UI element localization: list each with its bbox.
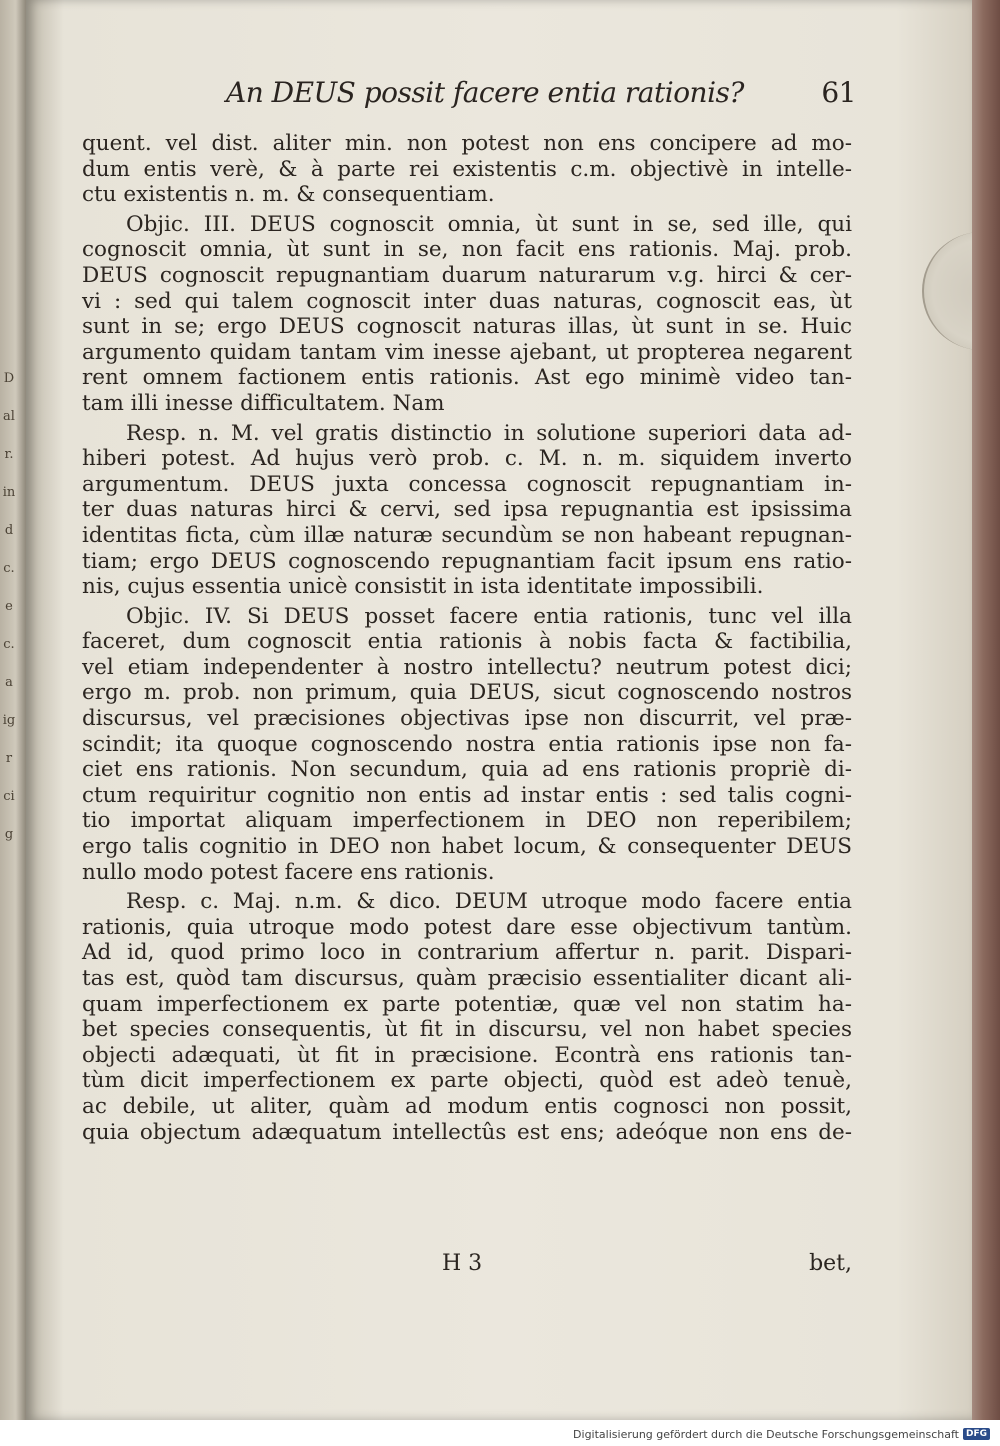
text-line: quia objectum adæquatum intellectûs est ens; adeóque non ens de- bbox=[82, 1119, 852, 1145]
facing-fragment: ig bbox=[2, 713, 16, 728]
facing-fragment: al bbox=[3, 409, 15, 424]
book-page bbox=[26, 0, 972, 1420]
text-line: discursus, vel præcisiones objectivas ipse non discurrit, vel præ- bbox=[82, 706, 852, 732]
facing-fragment: D bbox=[3, 371, 15, 386]
facing-page-edge bbox=[0, 0, 26, 1420]
running-header bbox=[226, 76, 856, 116]
running-title: An DEUS possit facere entia rationis? bbox=[226, 76, 744, 109]
text-line: rent omnem factionem entis rationis. Ast ego minimè video tan- bbox=[82, 365, 852, 391]
text-line: tas est, quòd tam discursus, quàm præcisio essentialiter dicant ali- bbox=[82, 966, 852, 991]
facing-fragment: c. bbox=[3, 561, 15, 576]
text-line: rationis, quia utroque modo potest dare esse objectivum tantùm. bbox=[82, 914, 852, 940]
text-line: ctu existentis n. m. & consequentiam. bbox=[82, 182, 495, 208]
text-line: argumento quidam tantam vim inesse ajebant, ut propterea negarent bbox=[82, 339, 852, 365]
text-line: Resp. n. M. vel gratis distinctio in solutione superiori data ad- bbox=[126, 420, 852, 446]
page-footer bbox=[82, 1251, 852, 1277]
text-line: ciet ens rationis. Non secundum, quia ad ens rationis propriè di- bbox=[82, 757, 852, 783]
text-line: ergo m. prob. non primum, quia DEUS, sicut cognoscendo nostros bbox=[82, 680, 852, 706]
text-line: bet species consequentis, ùt fit in discursu, vel non habet species bbox=[82, 1017, 852, 1043]
facing-fragment: g bbox=[4, 827, 14, 842]
facing-fragment: in bbox=[2, 485, 16, 500]
text-line: Objic. IV. Si DEUS posset facere entia rationis, tunc vel illa bbox=[126, 603, 852, 629]
catchword: bet, bbox=[809, 1251, 852, 1276]
text-line: quent. vel dist. aliter min. non potest non ens concipere ad mo- bbox=[82, 131, 852, 156]
facing-fragment: a bbox=[5, 675, 13, 690]
text-line: tiam; ergo DEUS cognoscendo repugnantiam facit ipsum ens ratio- bbox=[82, 548, 852, 574]
digitization-credit bbox=[573, 1426, 990, 1442]
text-line: scindit; ita quoque cognoscendo nostra entia rationis ipse non fa- bbox=[82, 731, 852, 757]
text-line: tio importat aliquam imperfectionem in DEO non reperibilem; bbox=[82, 808, 852, 834]
text-line: hiberi potest. Ad hujus verò prob. c. M. n. m. siquidem inverto bbox=[82, 446, 852, 472]
facing-fragment: r bbox=[5, 751, 13, 766]
dfg-logo: DFG bbox=[963, 1428, 990, 1440]
text-line: tam illi inesse difficultatem. Nam bbox=[82, 390, 445, 416]
text-line: nis, cujus essentia unicè consistit in ista identitate impossibili. bbox=[82, 574, 764, 600]
facing-fragment: d bbox=[4, 523, 14, 538]
text-line: vi : sed qui talem cognoscit inter duas naturas, cognoscit eas, ùt bbox=[82, 288, 852, 314]
facing-fragment: c. bbox=[3, 637, 15, 652]
text-line: Objic. III. DEUS cognoscit omnia, ùt sunt in se, sed ille, qui bbox=[126, 211, 852, 237]
text-line: DEUS cognoscit repugnantiam duarum naturarum v.g. hirci & cer- bbox=[82, 262, 852, 288]
facing-fragment: r. bbox=[4, 447, 14, 462]
facing-fragment: ci bbox=[3, 789, 15, 804]
text-line: identitas ficta, cùm illæ naturæ secundùm se non habeant repugnan- bbox=[82, 522, 852, 548]
text-line: cognoscit omnia, ùt sunt in se, non facit ens rationis. Maj. prob. bbox=[82, 237, 852, 263]
text-line: Ad id, quod primo loco in contrarium affertur n. parit. Dispari- bbox=[82, 940, 852, 966]
text-line: objecti adæquati, ùt fit in præcisione. Econtrà ens rationis tan- bbox=[82, 1042, 852, 1068]
text-line: dum entis verè, & à parte rei existentis c.m. objectivè in intelle- bbox=[82, 156, 852, 182]
facing-page-fragments bbox=[0, 360, 18, 854]
signature-mark: H 3 bbox=[442, 1251, 483, 1276]
text-line: ctum requiritur cognitio non entis ad instar entis : sed talis cogni- bbox=[82, 782, 852, 808]
text-line: sunt in se; ergo DEUS cognoscit naturas illas, ùt sunt in se. Huic bbox=[82, 314, 852, 340]
page-number: 61 bbox=[821, 76, 856, 109]
text-line: argumentum. DEUS juxta concessa cognoscit repugnantiam in- bbox=[82, 471, 852, 497]
credit-text: Digitalisierung gefördert durch die Deutsche Forschungsgemeinschaft bbox=[573, 1427, 959, 1441]
text-line: vel etiam independenter à nostro intellectu? neutrum potest dici; bbox=[82, 654, 852, 680]
book-edge bbox=[972, 0, 1000, 1420]
text-line: tùm dicit imperfectionem ex parte objecti, quòd est adeò tenuè, bbox=[82, 1068, 852, 1094]
body-text bbox=[82, 131, 852, 1145]
text-line: Resp. c. Maj. n.m. & dico. DEUM utroque modo facere entia bbox=[126, 889, 852, 915]
text-line: nullo modo potest facere ens rationis. bbox=[82, 859, 495, 885]
text-line: faceret, dum cognoscit entia rationis à nobis facta & factibilia, bbox=[82, 629, 852, 655]
text-line: ter duas naturas hirci & cervi, sed ipsa repugnantia est ipsissima bbox=[82, 497, 852, 523]
text-line: ac debile, ut aliter, quàm ad modum entis cognosci non possit, bbox=[82, 1093, 852, 1119]
text-line: quam imperfectionem ex parte potentiæ, quæ vel non statim ha- bbox=[82, 991, 852, 1017]
text-line: ergo talis cognitio in DEO non habet locum, & consequenter DEUS bbox=[82, 834, 852, 860]
facing-fragment: e bbox=[5, 599, 13, 614]
